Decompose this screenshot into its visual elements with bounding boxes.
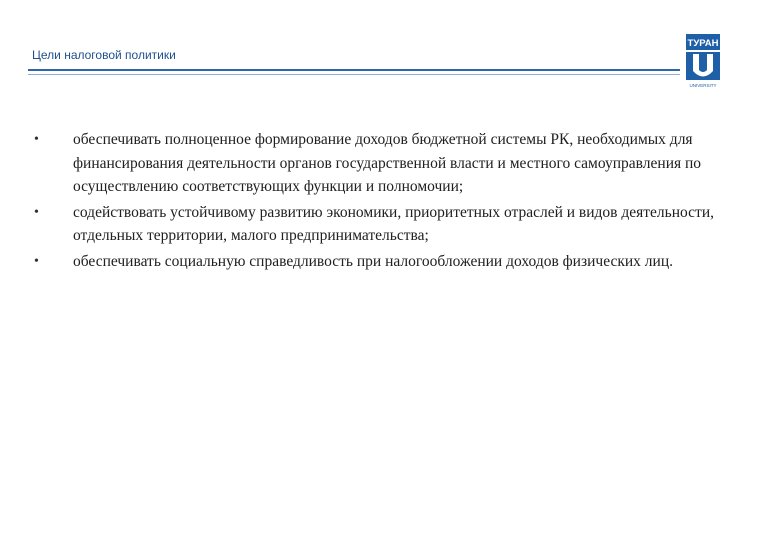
turan-logo bbox=[684, 32, 722, 90]
bullet-icon: • bbox=[34, 253, 39, 269]
logo-bottom-text: UNIVERSITY bbox=[689, 83, 717, 88]
bullet-icon: • bbox=[34, 204, 39, 220]
list-item bbox=[28, 201, 728, 248]
bullet-icon: • bbox=[34, 132, 39, 147]
list-item bbox=[28, 250, 728, 274]
page-title: Цели налоговой политики bbox=[32, 48, 176, 62]
header-divider-thin bbox=[28, 74, 680, 75]
list-item-text: обеспечивать социальную справедливость при налогообложении доходов физических лиц. bbox=[73, 252, 673, 270]
list-item-text: содействовать устойчивому развитию экономики, приоритетных отраслей и видов деятельности, отдельных территории, малого предпринимательства; bbox=[73, 203, 714, 244]
logo-top-text: ТУРАН bbox=[687, 38, 719, 49]
header-divider bbox=[28, 69, 680, 71]
list-item bbox=[28, 128, 728, 199]
list-item-text: обеспечивать полноценное формирование доходов бюджетной системы РК, необходимых для финансирования деятельности органов государственной власти и местного самоуправления по осуществлению соответствующих функции и полномочии; bbox=[73, 131, 702, 195]
goals-list bbox=[28, 128, 728, 275]
